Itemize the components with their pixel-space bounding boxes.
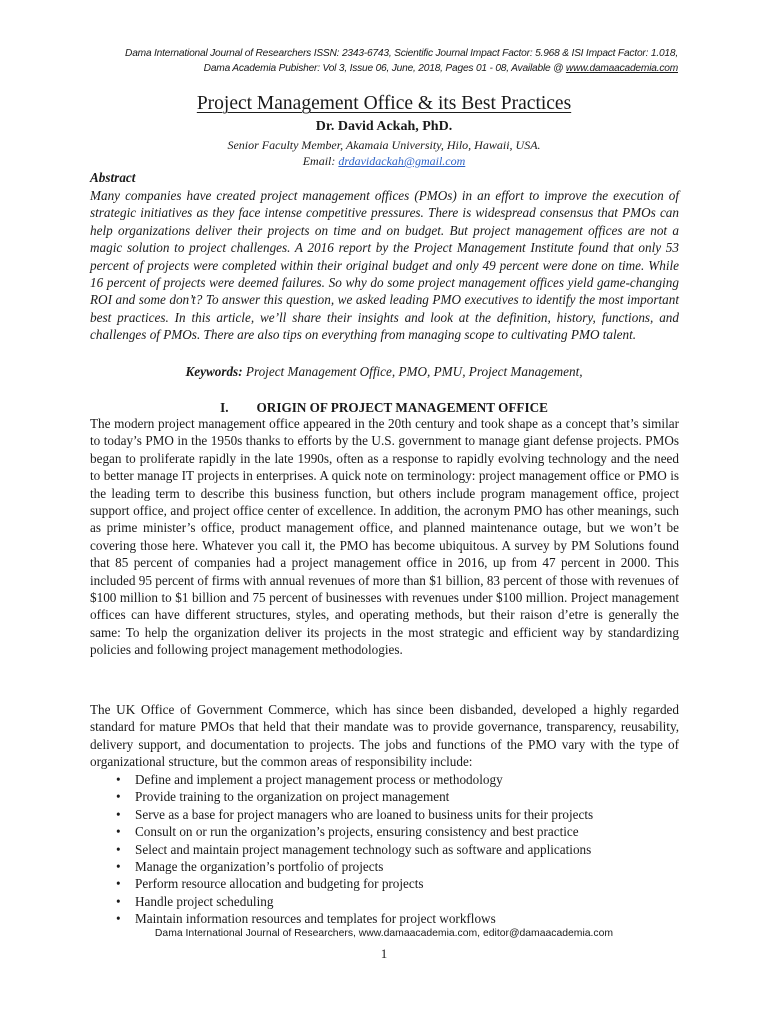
section-title: ORIGIN OF PROJECT MANAGEMENT OFFICE — [256, 400, 548, 415]
body-paragraph-1: The modern project management office appeared in the 20th century and took shape as a concept that’s similar to today’s PMO in the 1950s thanks to efforts by the U.S. government to manage giant defense projects. PMOs began to proliferate rapidly in the late 1990s, often as a response to rapidly evolving technology and the need to better manage IT projects in enterprises. A quick note on terminology: project management office or PMO is the leading term to describe this business function, but others include program management office, project support office, and project office center of excellence. In addition, the acronym PMO has other meanings, such as prime minister’s office, product management office, and planned maintenance outage, but we won’t be covering those here. Whatever you call it, the PMO has become ubiquitous. A survey by PM Solutions found that 85 percent of companies had a project management office in 2016, up from 47 percent in 2000. This included 95 percent of firms with annual revenues of more than $1 billion, 83 percent of those with revenues of $100 million to $1 billion and 75 percent of businesses with revenues under $100 million. Project management offices can have different structures, styles, and operating methods, but their raison d’etre is generally the same: To help the organization deliver its projects in the most strategic and efficient way by standardizing policies and following project management methodologies. — [90, 416, 679, 658]
list-item: • Select and maintain project management technology such as software and applications — [90, 841, 679, 858]
list-item: • Maintain information resources and templates for project workflows — [90, 910, 679, 927]
section-number: I. — [220, 400, 229, 415]
page-number: 1 — [380, 946, 388, 961]
abstract-text: Many companies have created project management offices (PMOs) in an effort to improve the execution of strategic initiatives as they face intense competitive pressures. There is widespread consensus that PMOs can help organizations deliver their projects on time and on budget. But project management offices are not a magic solution to project challenges. A 2016 report by the Project Management Institute found that only 53 percent of projects were completed within their original budget and only 49 percent were done on time. While 16 percent of projects were deemed failures. So why do some project management offices yield game-changing ROI and some don’t? To answer this question, we asked leading PMO executives to identify the most important best practices. In this article, we’ll share their insights and look at the definition, history, functions, and challenges of PMOs. There are also tips on everything from managing scope to cultivating PMO talent. — [90, 188, 679, 343]
keywords-label: Keywords: — [185, 364, 243, 379]
list-item: • Define and implement a project management process or methodology — [90, 771, 679, 788]
email-label: Email: — [302, 154, 339, 168]
list-item: • Provide training to the organization on project management — [90, 788, 679, 805]
paper-title — [0, 92, 768, 116]
author-name: Dr. David Ackah, PhD. — [315, 119, 453, 134]
list-item: • Perform resource allocation and budgeting for projects — [90, 875, 679, 892]
abstract-heading: Abstract — [90, 170, 136, 185]
keywords-list: Project Management Office, PMO, PMU, Project Management, — [242, 364, 583, 379]
list-item: • Manage the organization’s portfolio of projects — [90, 858, 679, 875]
journal-website-link[interactable]: www.damaacademia.com — [565, 63, 678, 74]
author-email — [0, 154, 768, 169]
page-footer: Dama International Journal of Researchers, www.damaacademia.com, editor@damaacademia.com — [154, 928, 614, 939]
email-link[interactable]: drdavidackah@gmail.com — [338, 154, 466, 168]
list-item: • Consult on or run the organization’s projects, ensuring consistency and best practice — [90, 823, 679, 840]
list-item: • Serve as a base for project managers who are loaned to business units for their projects — [90, 806, 679, 823]
author-affiliation: Senior Faculty Member, Akamaia University, Hilo, Hawaii, USA. — [227, 138, 541, 152]
paper-title-text: Project Management Office & its Best Practices — [196, 93, 572, 114]
journal-header — [78, 46, 678, 76]
header-line-2 — [78, 61, 678, 76]
keywords — [0, 364, 768, 380]
header-line-2-text: Dama Academia Pubisher: Vol 3, Issue 06, June, 2018, Pages 01 - 08, Available @ — [203, 63, 566, 74]
section-heading — [0, 400, 768, 416]
list-item: • Handle project scheduling — [90, 893, 679, 910]
header-line-1: Dama International Journal of Researchers ISSN: 2343-6743, Scientific Journal Impact Factor: 5.968 & ISI Impact Factor: 1.018, — [125, 48, 678, 59]
body-paragraph-2: The UK Office of Government Commerce, which has since been disbanded, developed a highly regarded standard for mature PMOs that held that their mandate was to provide governance, transparency, reusability, delivery support, and documentation to projects. The jobs and functions of the PMO vary with the type of organizational structure, but the common areas of responsibility include: — [90, 702, 679, 770]
responsibilities-list — [90, 771, 679, 928]
